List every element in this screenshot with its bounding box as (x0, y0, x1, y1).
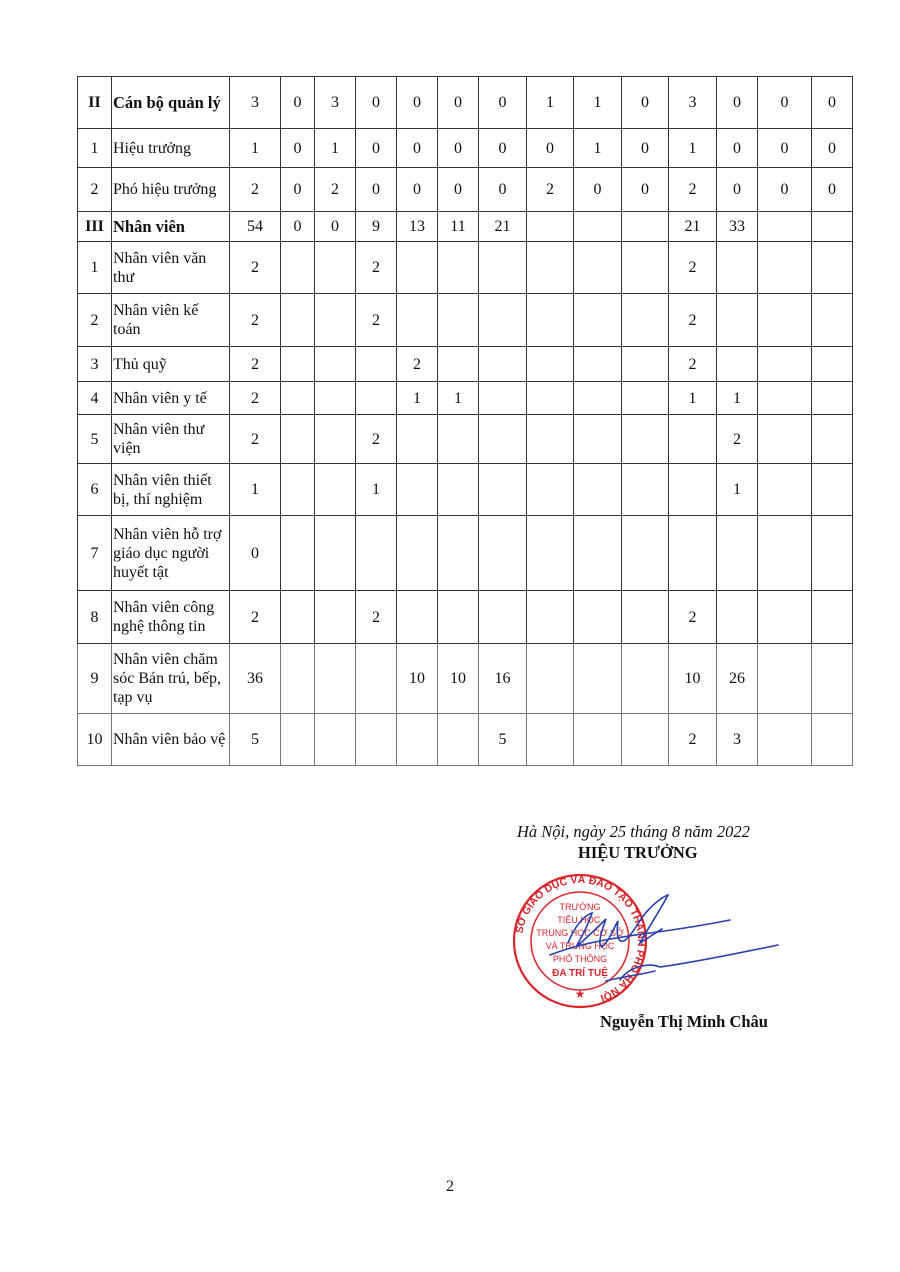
value-cell: 0 (622, 168, 669, 212)
value-cell (574, 415, 622, 464)
value-cell (315, 591, 356, 644)
value-cell: 2 (230, 294, 281, 347)
value-cell (812, 212, 853, 242)
value-cell: 2 (315, 168, 356, 212)
value-cell (717, 347, 758, 382)
value-cell: 13 (397, 212, 438, 242)
value-cell: 36 (230, 644, 281, 714)
value-cell: 0 (479, 168, 527, 212)
value-cell (397, 242, 438, 294)
value-cell (479, 294, 527, 347)
stamp-inner-line: ĐA TRÍ TUỆ (552, 968, 608, 979)
value-cell (574, 294, 622, 347)
row-label: Cán bộ quản lý (112, 77, 230, 129)
value-cell (622, 415, 669, 464)
value-cell (758, 382, 812, 415)
row-number: 5 (78, 415, 112, 464)
value-cell: 0 (574, 168, 622, 212)
table-row (78, 464, 853, 516)
row-label: Nhân viên bảo vệ (112, 714, 230, 766)
value-cell (669, 415, 717, 464)
value-cell: 2 (669, 591, 717, 644)
value-cell (812, 242, 853, 294)
value-cell (758, 714, 812, 766)
value-cell (479, 382, 527, 415)
value-cell: 2 (230, 415, 281, 464)
value-cell (812, 294, 853, 347)
value-cell: 0 (397, 168, 438, 212)
row-number: 4 (78, 382, 112, 415)
value-cell (356, 516, 397, 591)
value-cell (758, 242, 812, 294)
row-label: Nhân viên kế toán (112, 294, 230, 347)
value-cell: 33 (717, 212, 758, 242)
value-cell (527, 714, 574, 766)
value-cell (438, 347, 479, 382)
value-cell (622, 644, 669, 714)
value-cell (479, 591, 527, 644)
value-cell (574, 714, 622, 766)
value-cell: 1 (356, 464, 397, 516)
row-label: Nhân viên (112, 212, 230, 242)
value-cell: 0 (230, 516, 281, 591)
page-number: 2 (446, 1178, 454, 1195)
row-label: Nhân viên hỗ trợ giáo dục người huyết tật (112, 516, 230, 591)
value-cell (717, 591, 758, 644)
value-cell (397, 516, 438, 591)
value-cell: 2 (527, 168, 574, 212)
value-cell (527, 347, 574, 382)
value-cell (438, 294, 479, 347)
staff-table (77, 76, 853, 766)
value-cell: 1 (717, 382, 758, 415)
value-cell: 0 (281, 129, 315, 168)
value-cell (438, 415, 479, 464)
value-cell (527, 464, 574, 516)
table-row (78, 347, 853, 382)
value-cell: 0 (479, 129, 527, 168)
row-number: 3 (78, 347, 112, 382)
value-cell (281, 294, 315, 347)
value-cell (812, 516, 853, 591)
value-cell (717, 516, 758, 591)
value-cell (812, 644, 853, 714)
value-cell (574, 464, 622, 516)
value-cell (315, 294, 356, 347)
value-cell (812, 415, 853, 464)
value-cell (281, 415, 315, 464)
value-cell (622, 347, 669, 382)
value-cell (622, 464, 669, 516)
value-cell (356, 347, 397, 382)
value-cell: 0 (397, 77, 438, 129)
row-label: Hiệu trưởng (112, 129, 230, 168)
value-cell (622, 294, 669, 347)
signature-date: Hà Nội, ngày 25 tháng 8 năm 2022 (517, 822, 750, 841)
value-cell (812, 714, 853, 766)
value-cell (527, 415, 574, 464)
value-cell: 1 (669, 129, 717, 168)
value-cell: 2 (669, 242, 717, 294)
table-row (78, 382, 853, 415)
value-cell (758, 591, 812, 644)
value-cell: 0 (356, 77, 397, 129)
row-number: 2 (78, 294, 112, 347)
table-row (78, 644, 853, 714)
value-cell (527, 516, 574, 591)
value-cell: 0 (315, 212, 356, 242)
value-cell: 1 (669, 382, 717, 415)
value-cell (622, 242, 669, 294)
value-cell (812, 347, 853, 382)
value-cell: 21 (479, 212, 527, 242)
row-number: 10 (78, 714, 112, 766)
value-cell (758, 294, 812, 347)
table-row (78, 129, 853, 168)
row-number: 8 (78, 591, 112, 644)
value-cell: 2 (397, 347, 438, 382)
value-cell (622, 212, 669, 242)
stamp-inner-line: TIỂU HỌC, (557, 915, 603, 925)
value-cell (315, 415, 356, 464)
section-row (78, 212, 853, 242)
value-cell (479, 415, 527, 464)
stamp-inner-line: VÀ TRUNG HỌC (545, 941, 615, 951)
row-label: Nhân viên thiết bị, thí nghiệm (112, 464, 230, 516)
value-cell: 0 (717, 77, 758, 129)
value-cell (622, 382, 669, 415)
value-cell: 0 (622, 77, 669, 129)
value-cell (438, 242, 479, 294)
value-cell (758, 644, 812, 714)
value-cell (527, 382, 574, 415)
value-cell (356, 714, 397, 766)
value-cell (281, 591, 315, 644)
value-cell: 1 (574, 77, 622, 129)
value-cell: 2 (356, 415, 397, 464)
value-cell (438, 516, 479, 591)
value-cell: 1 (230, 129, 281, 168)
value-cell: 3 (315, 77, 356, 129)
value-cell (479, 516, 527, 591)
value-cell: 2 (717, 415, 758, 464)
value-cell (397, 294, 438, 347)
value-cell: 0 (438, 77, 479, 129)
value-cell: 2 (230, 382, 281, 415)
value-cell: 10 (397, 644, 438, 714)
stamp-inner-line: TRƯỜNG (559, 902, 601, 912)
value-cell: 3 (669, 77, 717, 129)
value-cell: 0 (758, 129, 812, 168)
value-cell: 0 (812, 77, 853, 129)
value-cell (574, 382, 622, 415)
value-cell (527, 212, 574, 242)
value-cell: 16 (479, 644, 527, 714)
value-cell (281, 382, 315, 415)
value-cell: 3 (230, 77, 281, 129)
stamp-inner-line: PHỔ THÔNG (552, 954, 608, 964)
value-cell (527, 591, 574, 644)
value-cell (758, 347, 812, 382)
value-cell: 26 (717, 644, 758, 714)
value-cell (574, 591, 622, 644)
table-row (78, 591, 853, 644)
value-cell (574, 212, 622, 242)
value-cell (479, 464, 527, 516)
row-label: Nhân viên chăm sóc Bán trú, bếp, tạp vụ (112, 644, 230, 714)
value-cell (315, 644, 356, 714)
value-cell: 2 (669, 347, 717, 382)
value-cell (281, 516, 315, 591)
value-cell (397, 464, 438, 516)
table-row (78, 168, 853, 212)
stamp-outer-text: SỞ GIÁO DỤC VÀ ĐÀO TẠO THÀNH PHỐ HÀ NỘI (513, 874, 648, 1004)
value-cell: 1 (230, 464, 281, 516)
stamp-inner-line: TRUNG HỌC CƠ SỞ (536, 928, 624, 938)
value-cell (315, 347, 356, 382)
value-cell: 0 (758, 77, 812, 129)
value-cell (812, 464, 853, 516)
section-row (78, 77, 853, 129)
row-label: Nhân viên văn thư (112, 242, 230, 294)
row-number: 9 (78, 644, 112, 714)
value-cell: 0 (281, 168, 315, 212)
value-cell (315, 382, 356, 415)
value-cell: 1 (574, 129, 622, 168)
row-number: 2 (78, 168, 112, 212)
value-cell: 1 (717, 464, 758, 516)
value-cell (281, 242, 315, 294)
value-cell (669, 464, 717, 516)
value-cell (574, 516, 622, 591)
value-cell (574, 644, 622, 714)
value-cell: 0 (397, 129, 438, 168)
stamp-star-icon: ★ (574, 987, 586, 1001)
signatory-name: Nguyễn Thị Minh Châu (600, 1012, 768, 1031)
value-cell: 2 (669, 714, 717, 766)
value-cell: 0 (281, 212, 315, 242)
value-cell: 3 (717, 714, 758, 766)
value-cell: 0 (717, 168, 758, 212)
value-cell: 0 (758, 168, 812, 212)
value-cell: 2 (669, 294, 717, 347)
value-cell (479, 347, 527, 382)
value-cell (717, 242, 758, 294)
value-cell (281, 464, 315, 516)
value-cell (315, 464, 356, 516)
value-cell (315, 714, 356, 766)
value-cell: 0 (812, 168, 853, 212)
row-label: Thủ quỹ (112, 347, 230, 382)
row-number: 6 (78, 464, 112, 516)
value-cell: 2 (356, 242, 397, 294)
row-label: Nhân viên thư viện (112, 415, 230, 464)
value-cell: 2 (230, 347, 281, 382)
value-cell (758, 212, 812, 242)
value-cell: 9 (356, 212, 397, 242)
handwritten-signature (540, 885, 790, 995)
value-cell (315, 516, 356, 591)
value-cell: 54 (230, 212, 281, 242)
row-number: III (78, 212, 112, 242)
value-cell (622, 714, 669, 766)
value-cell: 0 (356, 168, 397, 212)
row-number: II (78, 77, 112, 129)
value-cell: 11 (438, 212, 479, 242)
value-cell: 5 (479, 714, 527, 766)
value-cell (758, 415, 812, 464)
table-body (78, 77, 853, 766)
value-cell (622, 591, 669, 644)
value-cell: 1 (438, 382, 479, 415)
value-cell: 0 (438, 168, 479, 212)
value-cell (438, 591, 479, 644)
value-cell (281, 714, 315, 766)
value-cell (356, 644, 397, 714)
value-cell: 0 (356, 129, 397, 168)
value-cell (281, 644, 315, 714)
value-cell: 2 (669, 168, 717, 212)
value-cell: 1 (315, 129, 356, 168)
table-row (78, 294, 853, 347)
value-cell: 2 (230, 168, 281, 212)
value-cell (315, 242, 356, 294)
value-cell (574, 347, 622, 382)
row-label: Nhân viên y tế (112, 382, 230, 415)
value-cell (669, 516, 717, 591)
table-row (78, 415, 853, 464)
value-cell (812, 591, 853, 644)
value-cell: 21 (669, 212, 717, 242)
value-cell: 0 (281, 77, 315, 129)
value-cell: 0 (527, 129, 574, 168)
value-cell (438, 714, 479, 766)
value-cell: 0 (479, 77, 527, 129)
value-cell: 2 (230, 591, 281, 644)
value-cell: 10 (669, 644, 717, 714)
value-cell (758, 464, 812, 516)
value-cell (281, 347, 315, 382)
table-row (78, 242, 853, 294)
row-label: Phó hiệu trưởng (112, 168, 230, 212)
value-cell (479, 242, 527, 294)
value-cell: 10 (438, 644, 479, 714)
value-cell (397, 714, 438, 766)
value-cell (622, 516, 669, 591)
row-label: Nhân viên công nghệ thông tin (112, 591, 230, 644)
row-number: 7 (78, 516, 112, 591)
value-cell (356, 382, 397, 415)
value-cell (527, 242, 574, 294)
value-cell (574, 242, 622, 294)
value-cell: 0 (812, 129, 853, 168)
row-number: 1 (78, 242, 112, 294)
table-row (78, 714, 853, 766)
value-cell (397, 415, 438, 464)
value-cell: 0 (717, 129, 758, 168)
value-cell (527, 644, 574, 714)
value-cell (812, 382, 853, 415)
value-cell (758, 516, 812, 591)
value-cell: 2 (356, 294, 397, 347)
table-row (78, 516, 853, 591)
value-cell: 5 (230, 714, 281, 766)
row-number: 1 (78, 129, 112, 168)
value-cell (397, 591, 438, 644)
value-cell: 0 (622, 129, 669, 168)
value-cell: 2 (230, 242, 281, 294)
value-cell: 0 (438, 129, 479, 168)
value-cell: 1 (527, 77, 574, 129)
value-cell (527, 294, 574, 347)
value-cell: 2 (356, 591, 397, 644)
value-cell: 1 (397, 382, 438, 415)
value-cell (438, 464, 479, 516)
signature-title: HIỆU TRƯỞNG (578, 843, 698, 862)
value-cell (717, 294, 758, 347)
